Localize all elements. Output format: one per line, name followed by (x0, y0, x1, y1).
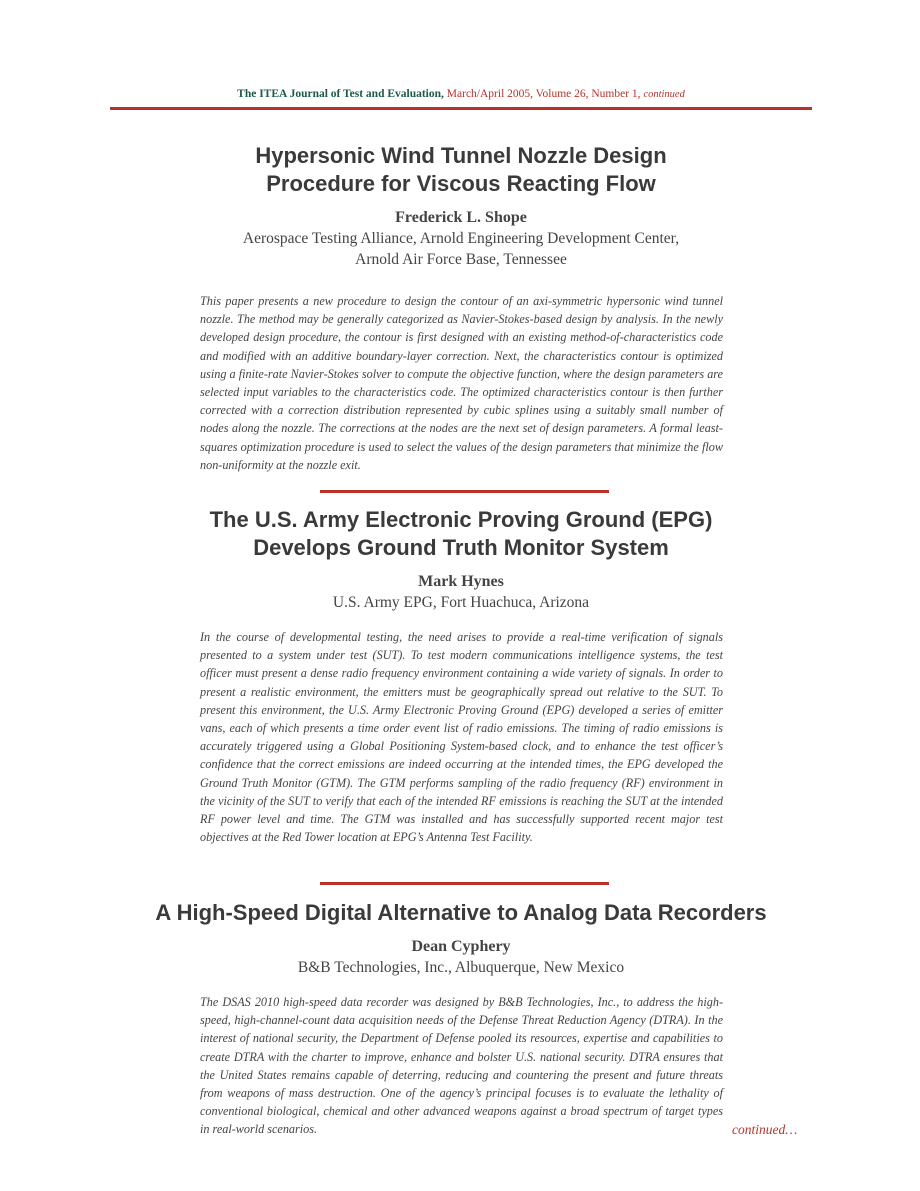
article-1-title-line-1: Hypersonic Wind Tunnel Nozzle Design (255, 143, 667, 168)
article-1-abstract: This paper presents a new procedure to design the contour of an axi-symmetric hypersonic wind tunnel nozzle. The method may be generally categorized as Navier-Stokes-based design by analysis. In the newly developed design procedure, the contour is first designed with an existing method-of-characteristics code and modified with an additive boundary-layer correction. Next, the characteristics contour is optimized using a finite-rate Navier-Stokes solver to compute the objective function, where the design parameters are selected input variables to the characteristics code. The optimized characteristics contour is then further corrected with a correction distribution represented by cubic splines using a suitably small number of nodes along the nozzle. The corrections at the nodes are the next set of design parameters. A formal least-squares optimization procedure is used to select the values of the design parameters that minimize the flow non-uniformity at the nozzle exit. (200, 294, 723, 472)
article-2-abstract: In the course of developmental testing, the need arises to provide a real-time verification of signals presented to a system under test (SUT). To test modern communications intelligence systems, the test officer must present a dense radio frequency environment containing a wide variety of signals. In order to present a realistic environment, the emitters must be geographically spread out relative to the SUT. To present this environment, the U.S. Army Electronic Proving Ground (EPG) developed a series of emitter vans, each of which presents a time order event list of radio emissions. The timing of radio emissions is accurately triggered using a Global Positioning System-based clock, and to enhance the test officer’s confidence that the correct emissions are indeed occurring at the intended times, the EPG developed the Ground Truth Monitor (GTM). The GTM performs sampling of the radio frequency (RF) environment in the vicinity of the SUT to verify that each of the intended RF emissions is reaching the SUT at the intended RF power level and time. The GTM was installed and has successfully supported recent major test objectives at the Red Tower location at EPG’s Antenna Test Facility. (200, 630, 723, 845)
article-2-heading (110, 506, 812, 613)
continued-marker: continued… (732, 1122, 798, 1137)
separator-1 (320, 490, 609, 493)
article-3-author: Dean Cyphery (411, 938, 511, 955)
article-2-author: Mark Hynes (418, 573, 504, 590)
article-1-heading (110, 142, 812, 270)
article-3-affiliation-line-1: B&B Technologies, Inc., Albuquerque, New Mexico (297, 959, 625, 976)
article-3-title-line-1: A High-Speed Digital Alternative to Analog Data Recorders (155, 900, 767, 925)
separator-2 (320, 882, 609, 885)
header-continued: continued (643, 89, 685, 100)
article-1-affiliation-line-1: Aerospace Testing Alliance, Arnold Engineering Development Center, (242, 230, 680, 247)
article-2-affiliation-line-1: U.S. Army EPG, Fort Huachuca, Arizona (332, 594, 590, 611)
header-rule (110, 107, 812, 110)
article-2-title-line-2: Develops Ground Truth Monitor System (253, 535, 669, 560)
article-3-affiliation (110, 957, 812, 978)
article-1-affiliation-line-2: Arnold Air Force Base, Tennessee (355, 251, 567, 268)
running-header (110, 86, 812, 103)
article-2-title (110, 506, 812, 562)
article-1-title (110, 142, 812, 198)
issue-info: March/April 2005, Volume 26, Number 1, (446, 88, 641, 100)
article-1-affiliation (110, 228, 812, 270)
article-3-abstract: The DSAS 2010 high-speed data recorder was designed by B&B Technologies, Inc., to address the high-speed, high-channel-count data acquisition needs of the Defense Threat Reduction Agency (DTRA). In the interest of national security, the Department of Defense pooled its resources, expertise and capabilities to create DTRA with the charter to improve, enhance and bolster U.S. national security. DTRA ensures that the United States remains capable of deterring, reducing and countering the present and future threats from weapons of mass destruction. One of the agency’s principal focuses is to evaluate the lethality of conventional biological, chemical and other advanced weapons against a broad spectrum of target types in real-world scenarios. (200, 995, 723, 1137)
article-1-title-line-2: Procedure for Viscous Reacting Flow (266, 171, 656, 196)
article-3-title (110, 899, 812, 927)
journal-name: The ITEA Journal of Test and Evaluation, (237, 88, 444, 100)
article-2-title-line-1: The U.S. Army Electronic Proving Ground (EPG) (209, 507, 713, 532)
article-3-heading (110, 899, 812, 978)
article-1-author: Frederick L. Shope (395, 209, 527, 226)
article-2-affiliation (110, 592, 812, 613)
